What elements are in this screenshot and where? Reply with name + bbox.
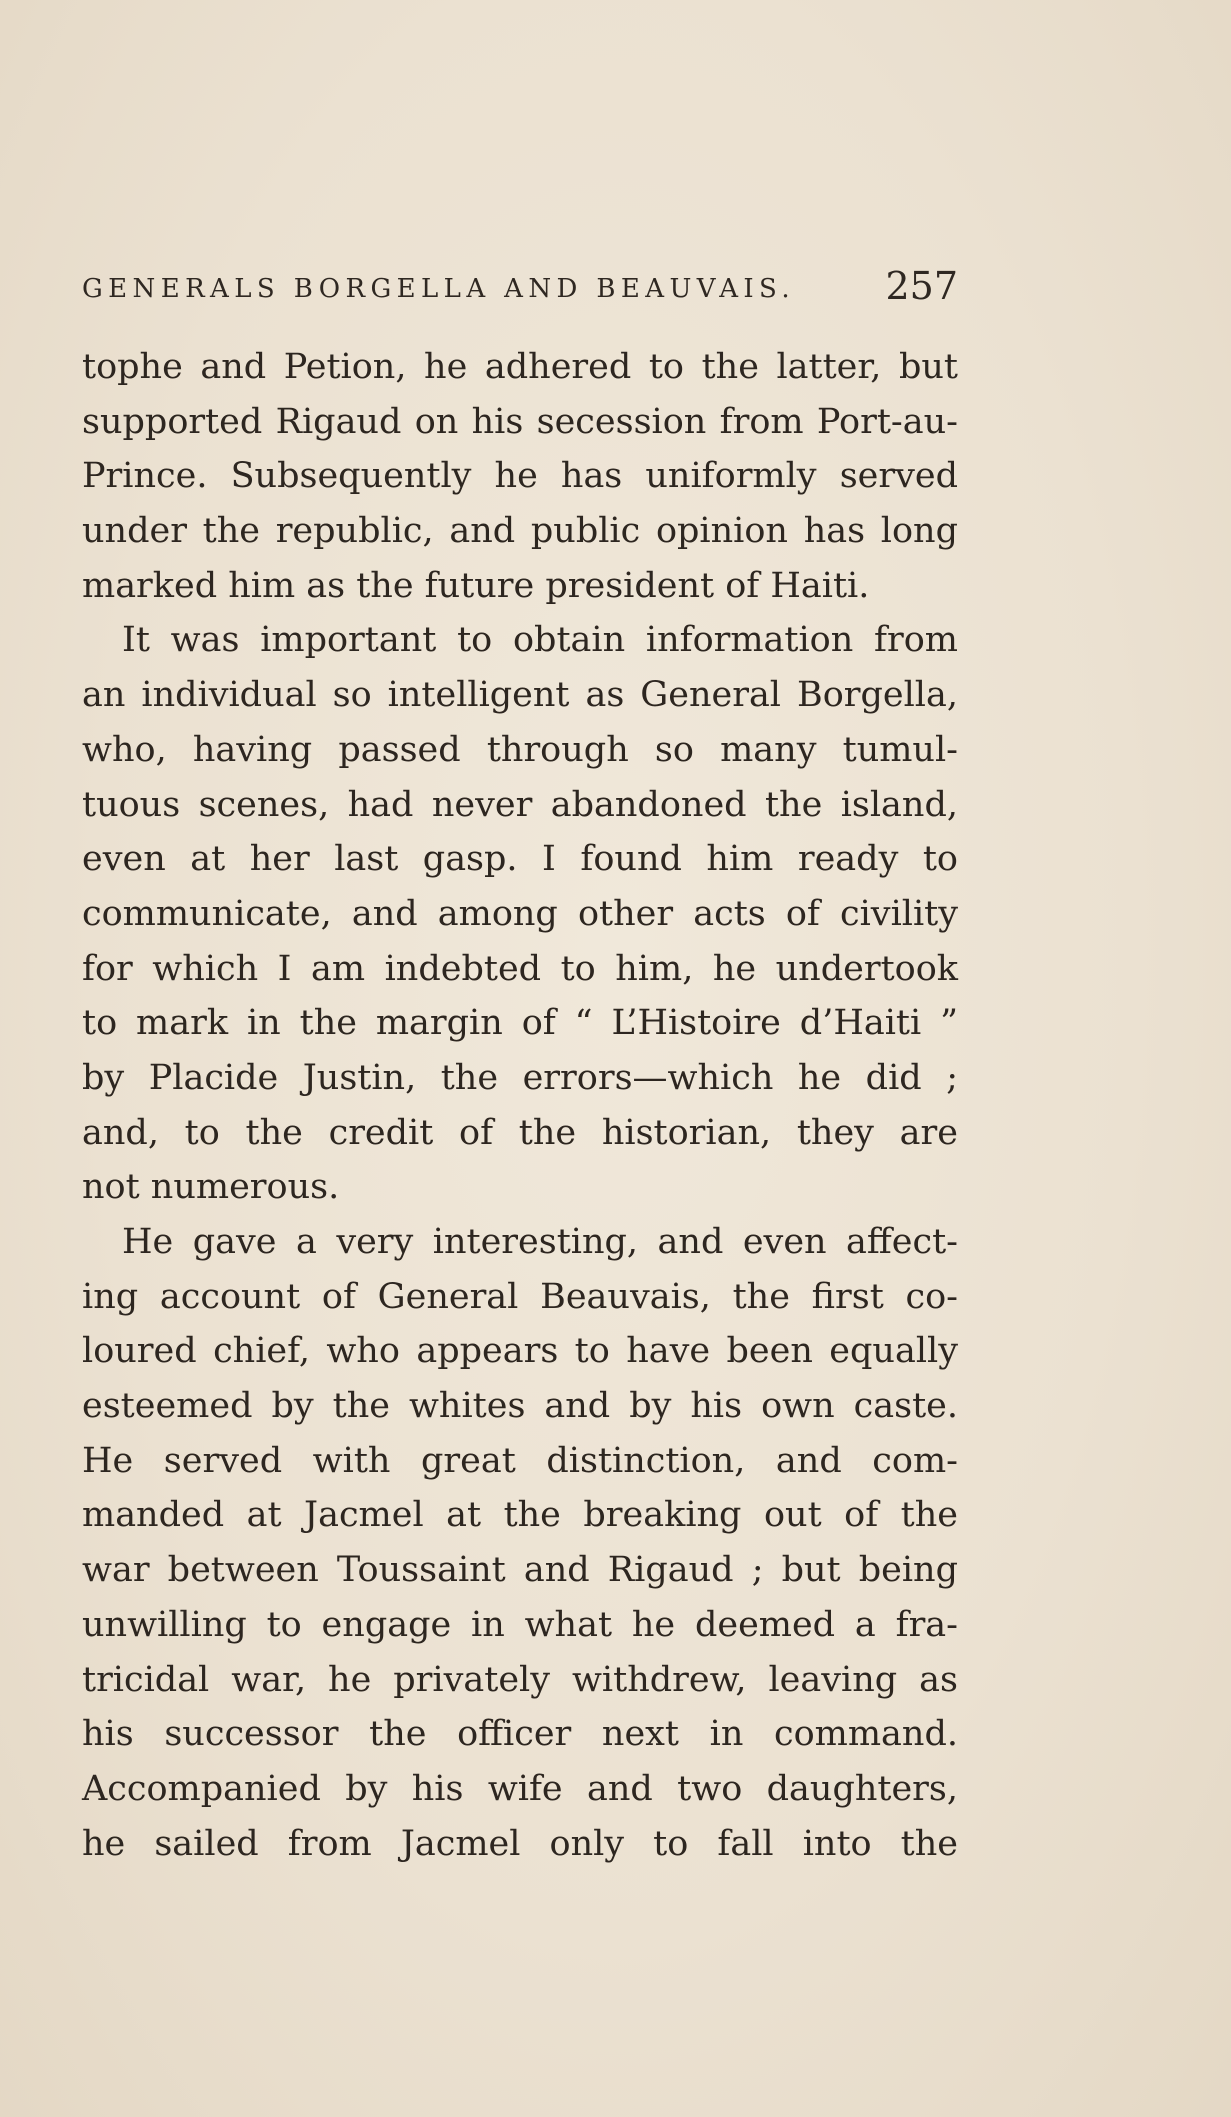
text-line: Prince. Subsequently he has uniformly served [82, 456, 958, 497]
text-line: even at her last gasp. I found him ready to [82, 839, 958, 880]
text-line: under the republic, and public opinion has long [82, 511, 958, 552]
text-line: unwilling to engage in what he deemed a fra- [82, 1604, 958, 1645]
text-line: an individual so intelligent as General Borgella, [82, 675, 958, 716]
text-line: It was important to obtain information from [122, 620, 958, 661]
text-line: tuous scenes, had never abandoned the island, [82, 784, 958, 825]
text-line: esteemed by the whites and by his own caste. [82, 1386, 958, 1427]
text-line: loured chief, who appears to have been equally [82, 1331, 958, 1372]
text-line: and, to the credit of the historian, they are [82, 1112, 958, 1153]
text-line: by Placide Justin, the errors—which he did ; [82, 1057, 958, 1098]
body-text [82, 340, 958, 1871]
text-line: manded at Jacmel at the breaking out of the [82, 1495, 958, 1536]
text-line: tricidal war, he privately withdrew, leaving as [82, 1659, 958, 1700]
text-line: marked him as the future president of Haiti. [82, 565, 870, 606]
text-line: supported Rigaud on his secession from Port-au- [82, 401, 958, 442]
text-line: He served with great distinction, and com- [82, 1440, 958, 1481]
text-line: for which I am indebted to him, he undertook [82, 948, 958, 989]
text-line: his successor the officer next in command. [82, 1714, 958, 1755]
text-line: Accompanied by his wife and two daughters, [82, 1768, 958, 1809]
text-line: communicate, and among other acts of civility [82, 893, 958, 934]
text-line: he sailed from Jacmel only to fall into the [82, 1823, 958, 1864]
text-line: tophe and Petion, he adhered to the latter, but [82, 347, 958, 387]
text-line: not numerous. [82, 1167, 340, 1208]
text-line: He gave a very interesting, and even affect- [122, 1222, 958, 1262]
running-head-title: GENERALS BORGELLA AND BEAUVAIS. [82, 274, 795, 304]
running-head [82, 262, 958, 312]
text-line: who, having passed through so many tumul- [82, 729, 958, 770]
text-line: war between Toussaint and Rigaud ; but being [82, 1550, 958, 1591]
text-line: ing account of General Beauvais, the first co- [82, 1276, 958, 1317]
page-number: 257 [885, 264, 958, 308]
text-line: to mark in the margin of “ L’Histoire d’Haiti ” [82, 1003, 958, 1044]
